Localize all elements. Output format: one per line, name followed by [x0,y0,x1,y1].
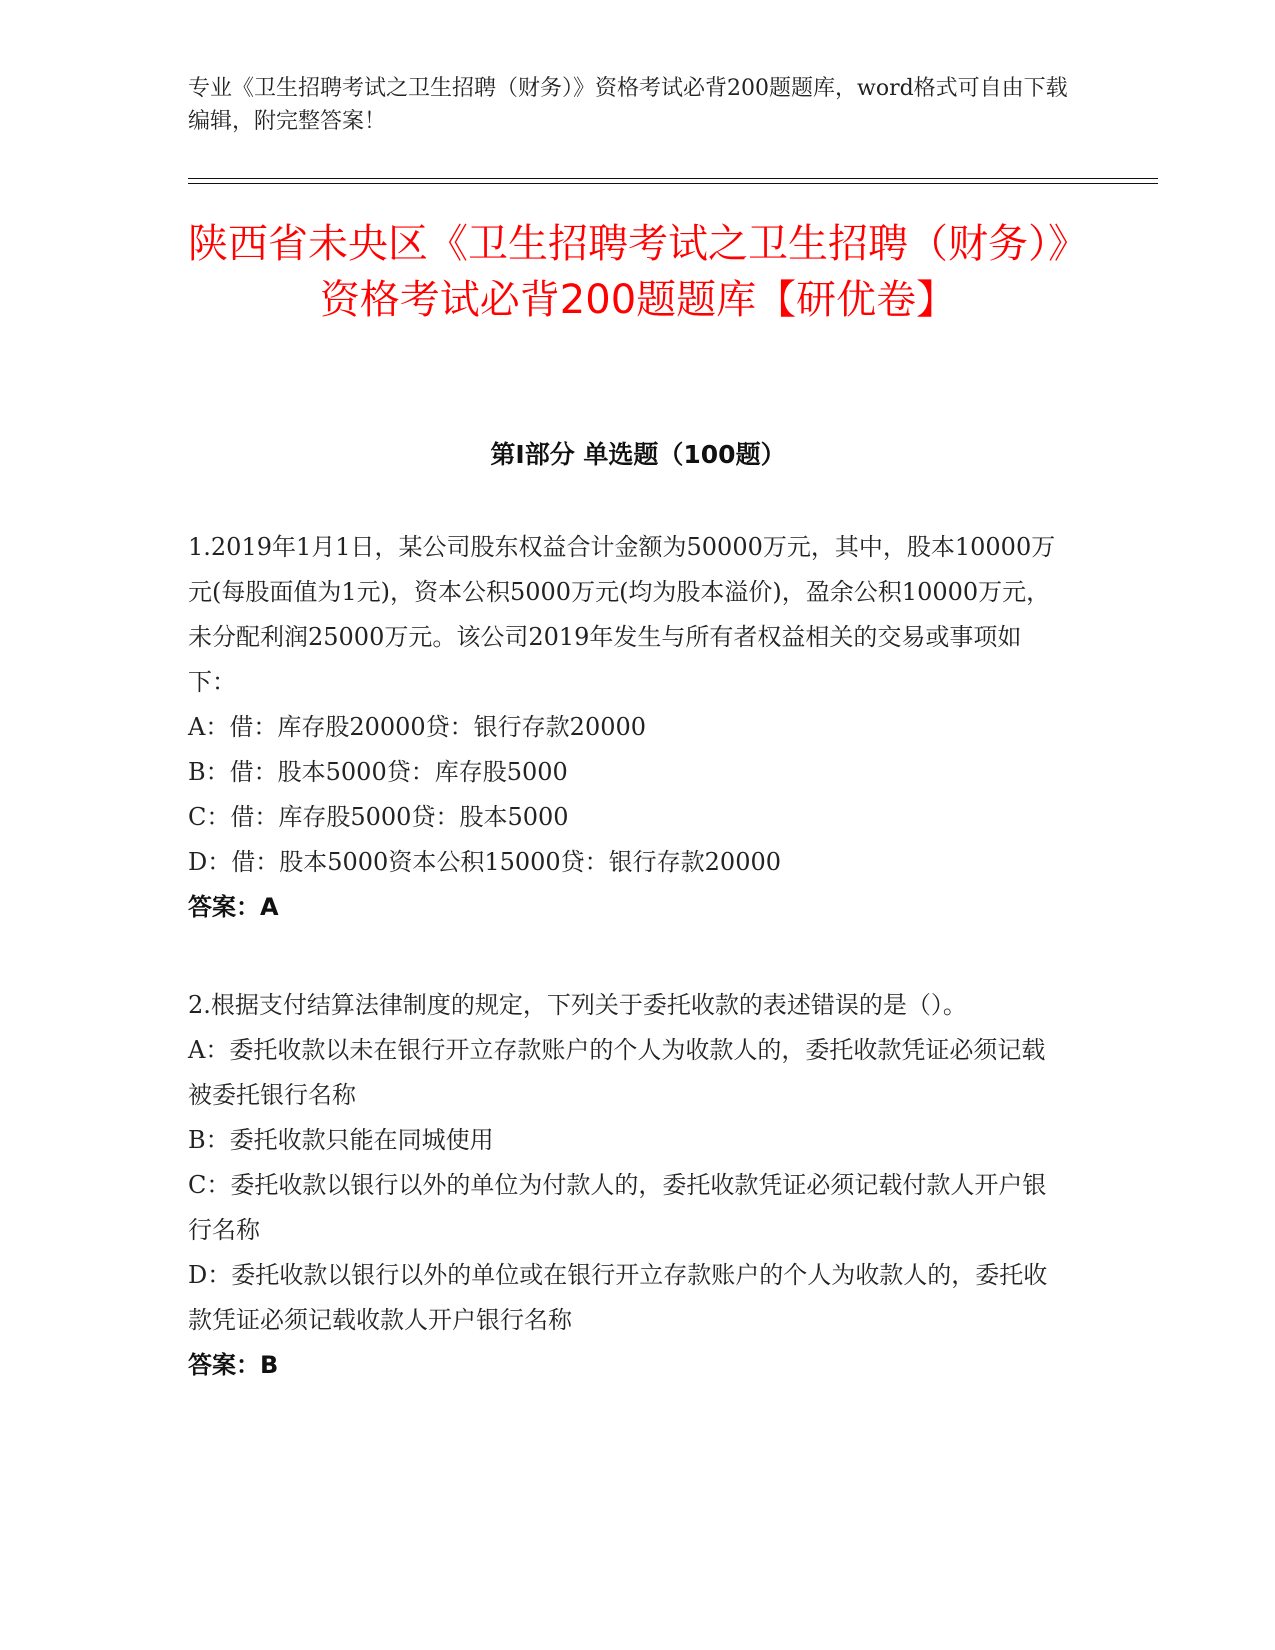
answer-label: 答案：B [188,1351,279,1379]
question-1 [188,525,1068,930]
answer-label: 答案：A [188,893,279,921]
option-a: A：委托收款以未在银行开立存款账户的个人为收款人的，委托收款凭证必须记载被委托银行名称 [188,1036,1046,1109]
option-d: D：借：股本5000资本公积15000贷：银行存款20000 [188,848,782,876]
header-divider-bottom [188,183,1158,184]
question-2 [188,983,1068,1388]
option-d: D：委托收款以银行以外的单位或在银行开立存款账户的个人为收款人的，委托收款凭证必须记载收款人开户银行名称 [188,1261,1048,1334]
option-a: A：借：库存股20000贷：银行存款20000 [188,713,647,741]
question-stem: 1.2019年1月1日，某公司股东权益合计金额为50000万元，其中，股本10000万元(每股面值为1元)，资本公积5000万元(均为股本溢价)，盈余公积10000万元，未分配利润25000万元。该公司2019年发生与所有者权益相关的交易或事项如下： [188,533,1056,696]
header-note: 专业《卫生招聘考试之卫生招聘（财务）》资格考试必背200题题库，word格式可自由下载编辑，附完整答案！ [188,76,1068,134]
document-title: 陕西省未央区《卫生招聘考试之卫生招聘（财务）》资格考试必背200题题库【研优卷】 [188,221,1088,323]
header-divider-top [188,178,1158,179]
option-c: C：借：库存股5000贷：股本5000 [188,803,569,831]
option-b: B：借：股本5000贷：库存股5000 [188,758,568,786]
option-c: C：委托收款以银行以外的单位为付款人的，委托收款凭证必须记载付款人开户银行名称 [188,1171,1047,1244]
option-b: B：委托收款只能在同城使用 [188,1126,494,1154]
question-stem: 2.根据支付结算法律制度的规定，下列关于委托收款的表述错误的是（）。 [188,991,967,1019]
section-title: 第I部分 单选题（100题） [490,440,786,469]
